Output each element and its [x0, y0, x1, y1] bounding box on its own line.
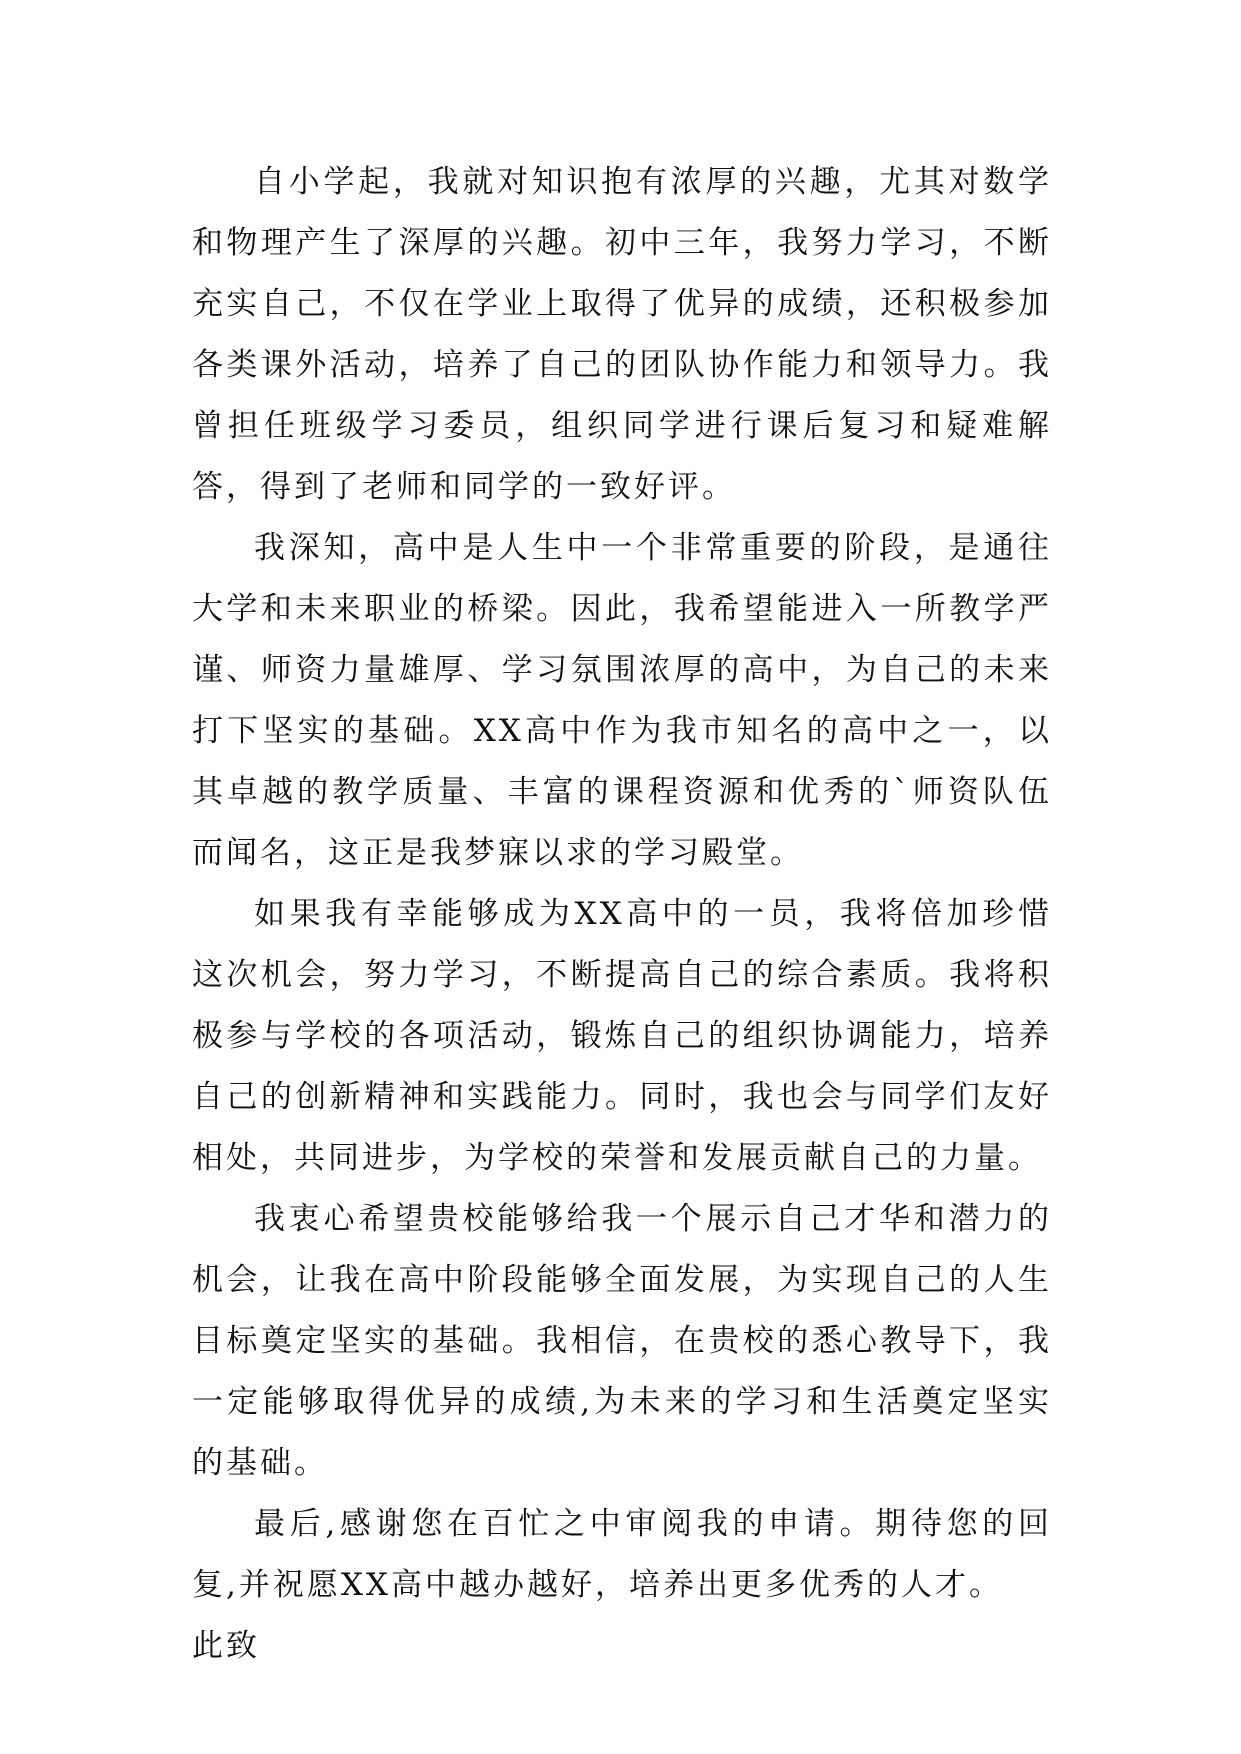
letter-body — [192, 152, 1052, 1677]
closing-salutation: 此致 — [192, 1628, 260, 1664]
paragraph-4: 我衷心希望贵校能够给我一个展示自己才华和潜力的机会，让我在高中阶段能够全面发展，为实现自己的人生目标奠定坚实的基础。我相信，在贵校的悉心教导下，我一定能够取得优异的成绩,为未来的学习和生活奠定坚实的基础。 — [192, 1201, 1052, 1481]
paragraph-3: 如果我有幸能够成为XX高中的一员，我将倍加珍惜这次机会，努力学习，不断提高自己的综合素质。我将积极参与学校的各项活动，锻炼自己的组织协调能力，培养自己的创新精神和实践能力。同时，我也会与同学们友好相处，共同进步，为学校的荣誉和发展贡献自己的力量。 — [192, 896, 1052, 1176]
paragraph-1: 自小学起，我就对知识抱有浓厚的兴趣，尤其对数学和物理产生了深厚的兴趣。初中三年，我努力学习，不断充实自己，不仅在学业上取得了优异的成绩，还积极参加各类课外活动，培养了自己的团队协作能力和领导力。我曾担任班级学习委员，组织同学进行课后复习和疑难解答，得到了老师和同学的一致好评。 — [192, 164, 1052, 505]
paragraph-5: 最后,感谢您在百忙之中审阅我的申请。期待您的回复,并祝愿XX高中越办越好，培养出更多优秀的人才。 — [192, 1506, 1052, 1603]
paragraph-2: 我深知，高中是人生中一个非常重要的阶段，是通往大学和未来职业的桥梁。因此，我希望能进入一所教学严谨、师资力量雄厚、学习氛围浓厚的高中，为自己的未来打下坚实的基础。XX高中作为我市知名的高中之一，以其卓越的教学质量、丰富的课程资源和优秀的`师资队伍而闻名，这正是我梦寐以求的学习殿堂。 — [192, 530, 1052, 871]
